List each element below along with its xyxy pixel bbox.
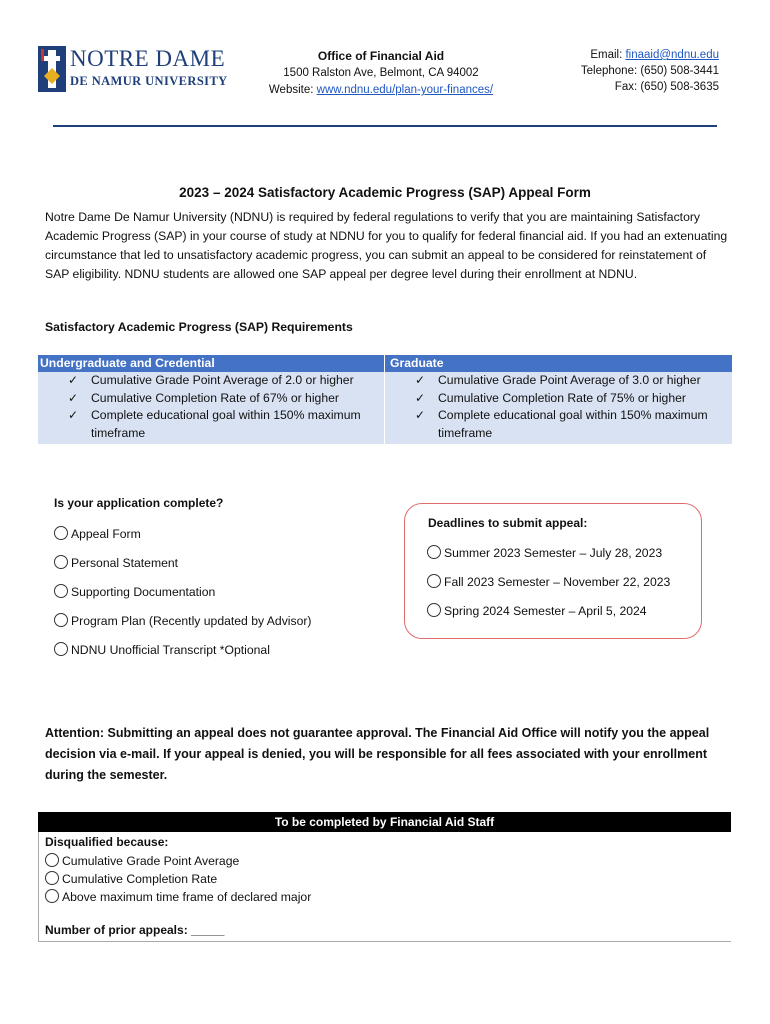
logo-line-1: NOTRE DAME bbox=[70, 46, 226, 71]
office-website bbox=[240, 82, 522, 99]
intro-paragraph: Notre Dame De Namur University (NDNU) is required by federal regulations to verify that you are maintaining Satisfactory Academic Progress (SAP) in your course of study at NDNU for you to qualify for federal financial aid. If you had an extenuating circumstance that led to unsatisfactory academic progress, you can submit an appeal to be considered for reinstatement of SAP eligibility. NDNU students are allowed one SAP appeal per degree level during their enrollment at NDNU. bbox=[45, 210, 728, 281]
fax: Fax: (650) 508-3635 bbox=[614, 81, 719, 93]
website-label: Website: bbox=[268, 84, 314, 96]
graduate-title: Graduate bbox=[390, 356, 444, 370]
radio-button[interactable] bbox=[427, 545, 441, 559]
email-line bbox=[520, 47, 719, 63]
undergrad-req-item: ✓ Cumulative Completion Rate of 67% or higher bbox=[38, 390, 384, 408]
staff-bottom-border bbox=[38, 941, 731, 942]
reason-gpa[interactable]: Cumulative Grade Point Average bbox=[45, 853, 239, 868]
deadline-fall-2023[interactable]: Fall 2023 Semester – November 22, 2023 bbox=[427, 574, 670, 589]
radio-button[interactable] bbox=[54, 613, 68, 627]
university-logo bbox=[38, 46, 228, 92]
staff-header: To be completed by Financial Aid Staff bbox=[38, 812, 731, 832]
checkmark-icon: ✓ bbox=[68, 373, 79, 387]
telephone: Telephone: (650) 508-3441 bbox=[580, 65, 719, 77]
checkmark-icon: ✓ bbox=[68, 390, 79, 405]
graduate-req-item: ✓ Complete educational goal within 150% maximum timeframe bbox=[415, 408, 708, 440]
radio-button[interactable] bbox=[54, 526, 68, 540]
graduate-req-item: ✓ Cumulative Completion Rate of 75% or higher bbox=[385, 390, 732, 408]
disqualified-label: Disqualified because: bbox=[45, 835, 169, 849]
deadline-summer-2023[interactable]: Summer 2023 Semester – July 28, 2023 bbox=[427, 545, 662, 560]
prior-appeals-field: Number of prior appeals: _____ bbox=[45, 923, 225, 937]
reason-max-timeframe[interactable]: Above maximum time frame of declared major bbox=[45, 889, 311, 904]
office-info bbox=[240, 48, 522, 99]
header-divider bbox=[53, 125, 717, 127]
radio-button[interactable] bbox=[54, 584, 68, 598]
form-title: 2023 – 2024 Satisfactory Academic Progress (SAP) Appeal Form bbox=[179, 185, 591, 200]
deadline-spring-2024[interactable]: Spring 2024 Semester – April 5, 2024 bbox=[427, 603, 647, 618]
checklist-item-transcript[interactable]: NDNU Unofficial Transcript *Optional bbox=[54, 642, 270, 657]
checkmark-icon: ✓ bbox=[415, 390, 426, 405]
checkmark-icon: ✓ bbox=[415, 373, 426, 387]
contact-info bbox=[520, 47, 719, 95]
undergrad-req-item: ✓ Cumulative Grade Point Average of 2.0 or higher bbox=[38, 372, 384, 390]
email-label: Email: bbox=[590, 49, 623, 61]
reason-completion-rate[interactable]: Cumulative Completion Rate bbox=[45, 871, 217, 886]
checkmark-icon: ✓ bbox=[415, 408, 426, 422]
deadlines-box bbox=[404, 503, 702, 639]
office-title: Office of Financial Aid bbox=[317, 49, 445, 63]
checklist-item-appeal-form[interactable]: Appeal Form bbox=[54, 526, 141, 541]
deadlines-title: Deadlines to submit appeal: bbox=[428, 516, 588, 530]
graduate-req-item: ✓ Cumulative Grade Point Average of 3.0 or higher bbox=[385, 372, 732, 390]
graduate-column bbox=[385, 355, 732, 442]
checklist-item-program-plan[interactable]: Program Plan (Recently updated by Advisor) bbox=[54, 613, 311, 628]
checklist-item-supporting-docs[interactable]: Supporting Documentation bbox=[54, 584, 215, 599]
radio-button[interactable] bbox=[427, 574, 441, 588]
radio-button[interactable] bbox=[427, 603, 441, 617]
radio-button[interactable] bbox=[45, 871, 59, 885]
logo-line-2: DE NAMUR UNIVERSITY bbox=[70, 74, 228, 88]
requirements-table bbox=[38, 355, 732, 444]
university-crest-icon bbox=[38, 46, 66, 92]
staff-left-border bbox=[38, 832, 39, 942]
website-link[interactable]: www.ndnu.edu/plan-your-finances/ bbox=[316, 84, 494, 96]
undergrad-title: Undergraduate and Credential bbox=[40, 356, 215, 370]
checklist-question: Is your application complete? bbox=[54, 496, 224, 510]
radio-button[interactable] bbox=[54, 555, 68, 569]
checkmark-icon: ✓ bbox=[68, 408, 79, 422]
radio-button[interactable] bbox=[45, 889, 59, 903]
attention-notice: Attention: Submitting an appeal does not guarantee approval. The Financial Aid Office will notify you the appeal decision via e-mail. If your appeal is denied, you will be responsible for all fees associated with your enrollment during the semester. bbox=[45, 726, 710, 782]
staff-section bbox=[38, 812, 731, 942]
office-address: 1500 Ralston Ave, Belmont, CA 94002 bbox=[283, 67, 479, 79]
requirements-heading: Satisfactory Academic Progress (SAP) Requirements bbox=[45, 320, 353, 334]
undergrad-req-item: ✓ Complete educational goal within 150% maximum timeframe bbox=[68, 408, 361, 440]
radio-button[interactable] bbox=[54, 642, 68, 656]
checklist-item-personal-statement[interactable]: Personal Statement bbox=[54, 555, 178, 570]
email-link[interactable]: finaaid@ndnu.edu bbox=[625, 49, 719, 61]
undergrad-column bbox=[38, 355, 384, 442]
radio-button[interactable] bbox=[45, 853, 59, 867]
